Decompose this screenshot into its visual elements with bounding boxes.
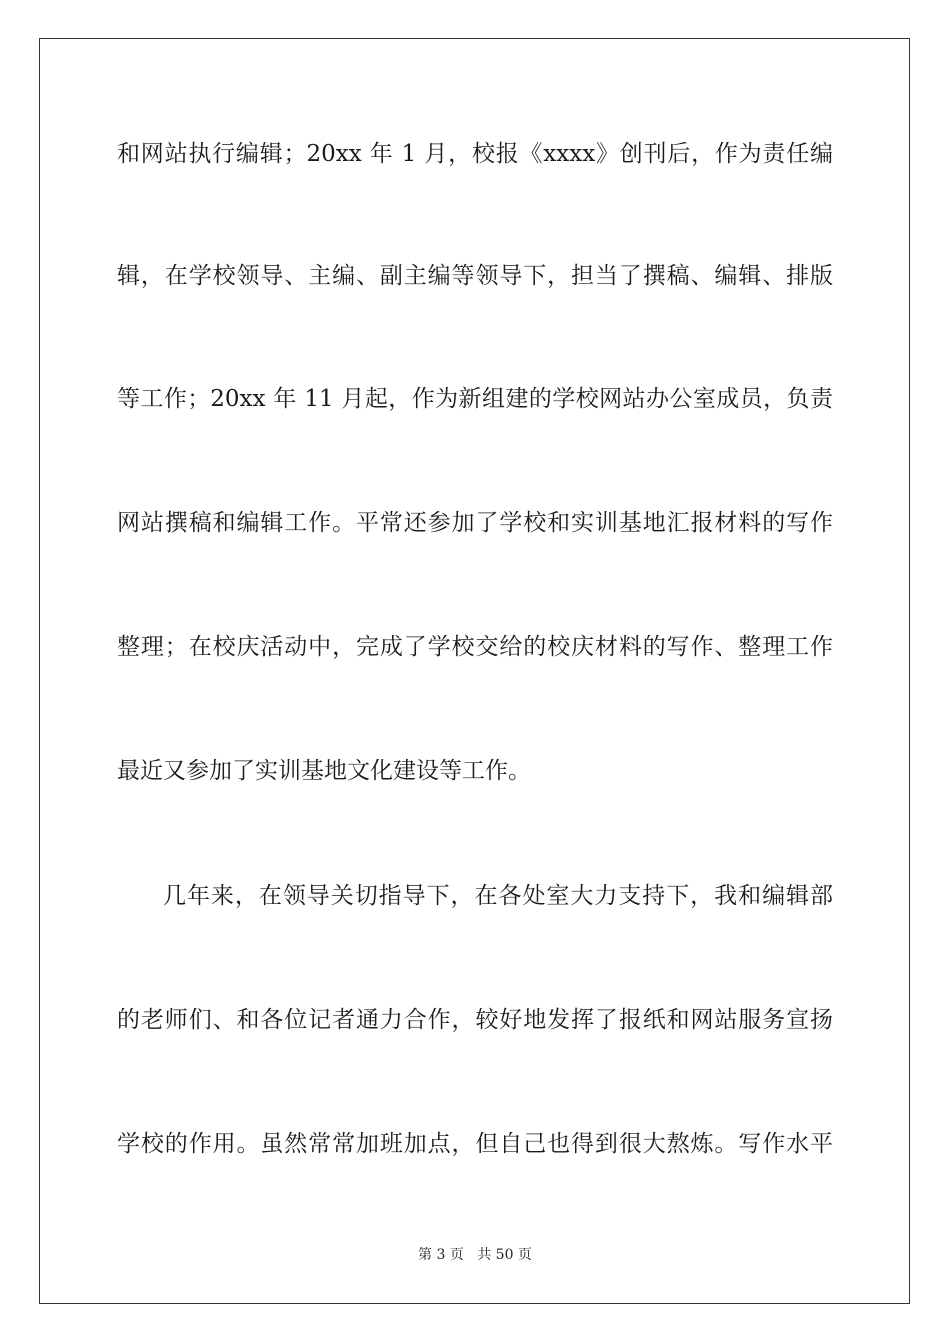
text-line: 等工作；20xx 年 11 月起，作为新组建的学校网站办公室成员，负责 — [117, 386, 833, 412]
page-border — [39, 38, 910, 1304]
page-number: 第 3 页 — [418, 1247, 464, 1263]
text-line: 几年来，在领导关切指导下，在各处室大力支持下，我和编辑部 — [163, 883, 833, 909]
text-line: 辑，在学校领导、主编、副主编等领导下，担当了撰稿、编辑、排版 — [117, 263, 833, 289]
total-pages: 共 50 页 — [477, 1247, 532, 1263]
text-line: 的老师们、和各位记者通力合作，较好地发挥了报纸和网站服务宣扬 — [117, 1007, 833, 1033]
text-line: 整理；在校庆活动中，完成了学校交给的校庆材料的写作、整理工作 — [117, 634, 833, 660]
text-line: 网站撰稿和编辑工作。平常还参加了学校和实训基地汇报材料的写作 — [117, 510, 833, 536]
page-footer — [0, 1246, 950, 1264]
text-line: 最近又参加了实训基地文化建设等工作。 — [117, 758, 531, 784]
text-line: 学校的作用。虽然常常加班加点，但自己也得到很大熬炼。写作水平 — [117, 1131, 833, 1157]
text-line: 和网站执行编辑；20xx 年 1 月，校报《xxxx》创刊后，作为责任编 — [117, 141, 833, 167]
